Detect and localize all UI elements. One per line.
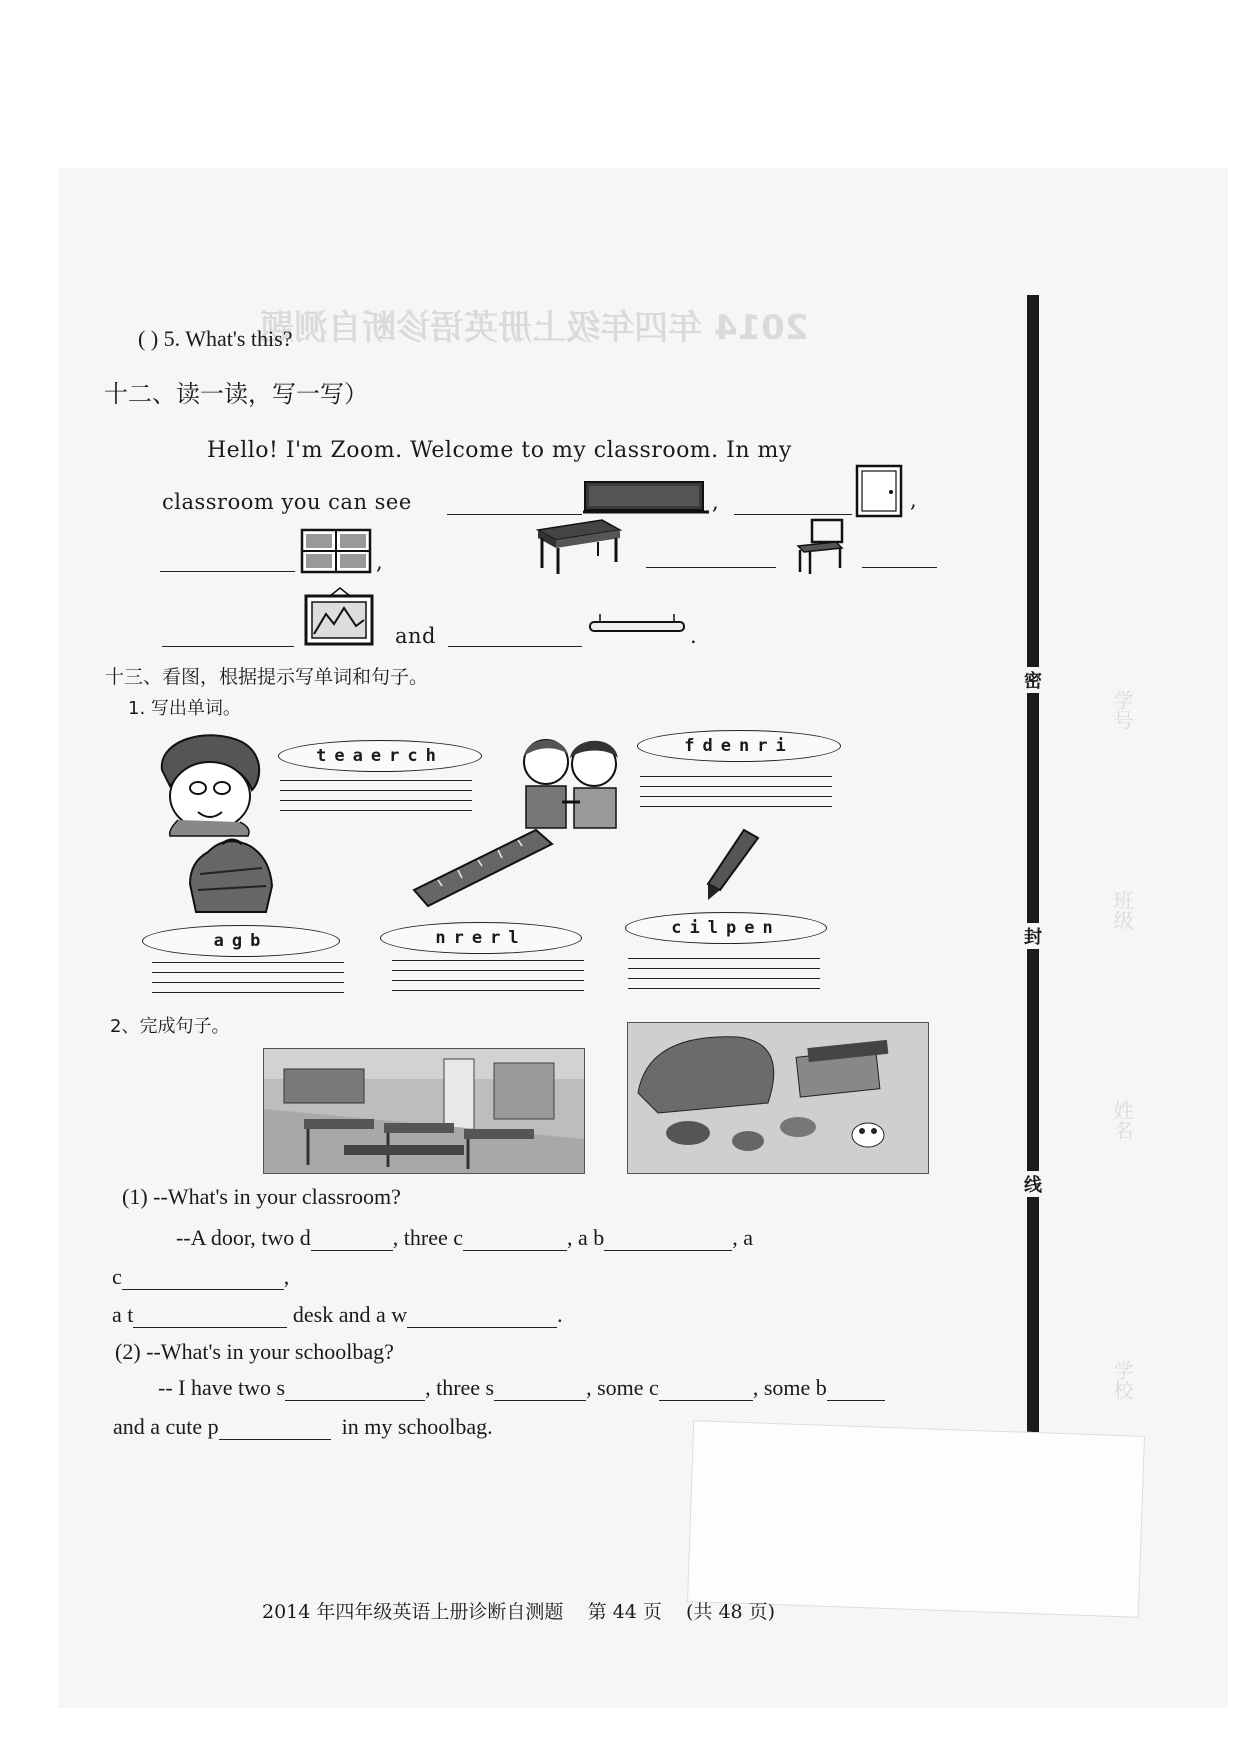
blank-window[interactable]: [160, 570, 295, 572]
door-icon: [855, 464, 905, 520]
q1-text-h: desk and a w: [292, 1302, 408, 1327]
friends-image: [510, 732, 632, 838]
scrambled-word-pencil: cilpen: [625, 912, 827, 944]
blank-chairs[interactable]: [463, 1249, 567, 1251]
blank-storybooks[interactable]: [285, 1399, 425, 1401]
blank-blackboard[interactable]: [447, 513, 582, 515]
reading-line-1: Hello! I'm Zoom. Welcome to my classroom. In my: [207, 438, 792, 463]
blank-door[interactable]: [734, 513, 852, 515]
reading-line-2-start: classroom you can see: [162, 490, 412, 514]
binder-label-feng: 封: [1020, 923, 1046, 949]
scrambled-word-teacher: teaerch: [278, 740, 482, 772]
writing-lines-friend[interactable]: [640, 776, 832, 807]
and-text: and: [395, 624, 436, 648]
blank-pencil-box[interactable]: [219, 1438, 331, 1440]
teacher-image: [148, 730, 266, 838]
q1-text-b: , three c: [392, 1225, 464, 1250]
question-1-prompt: (1) --What's in your classroom?: [122, 1184, 401, 1209]
comma-1: ,: [712, 490, 720, 514]
ruler-image: [408, 826, 556, 910]
scrambled-word-friend: fdenri: [637, 730, 841, 762]
q2-text-b: , three s: [425, 1375, 495, 1400]
blank-chair[interactable]: [862, 566, 937, 568]
schoolbag-photo: [627, 1022, 929, 1174]
writing-lines-pencil[interactable]: [628, 958, 820, 989]
q2-answer-line-1: [158, 1375, 885, 1401]
binder-line: [1024, 295, 1042, 1465]
q1-answer-line-2: [112, 1264, 289, 1290]
blank-picture[interactable]: [162, 645, 294, 647]
question-5: [138, 326, 292, 352]
footer-title: 2014 年四年级英语上册诊断自测题: [262, 1601, 564, 1623]
q1-answer-line-1: [176, 1225, 753, 1251]
subsection-1-title: 1. 写出单词。: [128, 698, 241, 719]
blank-computer[interactable]: [122, 1288, 284, 1290]
footer-total: (共 48 页): [686, 1601, 776, 1623]
light-icon: [588, 610, 688, 636]
answer-paren: ( ): [138, 326, 159, 351]
chair-icon: [790, 516, 850, 576]
desk-icon: [532, 516, 622, 576]
subsection-2-title: 2、完成句子。: [110, 1016, 230, 1037]
blank-crayons[interactable]: [659, 1399, 753, 1401]
binder-label-xian: 线: [1020, 1171, 1046, 1197]
ghost-label-xuehao: 学号: [1110, 690, 1134, 730]
footer-page: 第 44 页: [587, 1601, 662, 1623]
writing-lines-ruler[interactable]: [392, 960, 584, 991]
question-2-prompt: (2) --What's in your schoolbag?: [115, 1339, 394, 1364]
q1-text-c: , a b: [567, 1225, 605, 1250]
section-12-title: 十二、读一读，写一写）: [104, 380, 368, 408]
period-1: .: [690, 624, 698, 648]
binder-label-mi: 密: [1020, 667, 1046, 693]
pencil-image: [700, 826, 764, 902]
ghost-label-xuexiao: 学校: [1110, 1360, 1134, 1400]
blackboard-icon: [583, 480, 713, 516]
q1-text-a: --A door, two d: [176, 1225, 311, 1250]
blank-teachers[interactable]: [133, 1326, 287, 1328]
ghost-label-xingming: 姓名: [1110, 1100, 1134, 1140]
q1-text-i: .: [557, 1302, 563, 1327]
blank-blackboard-2[interactable]: [604, 1249, 732, 1251]
q1-text-g: a t: [112, 1302, 134, 1327]
window-icon: [300, 528, 374, 576]
ghost-label-banji: 班级: [1110, 890, 1134, 930]
blank-desk[interactable]: [646, 566, 776, 568]
writing-lines-teacher[interactable]: [280, 780, 472, 811]
scrambled-word-ruler: nrerl: [380, 922, 582, 954]
comma-3: ,: [376, 550, 384, 574]
q2-text-d: , some b: [752, 1375, 827, 1400]
blank-books[interactable]: [827, 1399, 885, 1401]
scrambled-word-bag: agb: [142, 925, 340, 957]
paper-patch: [687, 1420, 1145, 1618]
blank-desks[interactable]: [311, 1249, 393, 1251]
bleed-through-header: 2014 年四年级上册英语诊断自测题: [260, 308, 809, 348]
q1-answer-line-3: [112, 1302, 563, 1328]
bag-image: [186, 834, 276, 916]
q2-text-c: , some c: [586, 1375, 659, 1400]
q1-text-d: , a: [732, 1225, 754, 1250]
classroom-photo: [263, 1048, 585, 1174]
q1-text-f: ,: [283, 1264, 290, 1289]
writing-lines-bag[interactable]: [152, 962, 344, 993]
q1-text-e: c: [112, 1264, 122, 1289]
q2-text-e: and a cute p: [113, 1414, 219, 1439]
picture-icon: [304, 586, 376, 648]
q2-answer-line-2: [113, 1414, 493, 1440]
blank-light[interactable]: [448, 645, 582, 647]
page-footer: [262, 1597, 775, 1624]
comma-2: ,: [910, 488, 918, 512]
q2-text-a: -- I have two s: [158, 1375, 286, 1400]
section-13-title: 十三、看图，根据提示写单词和句子。: [105, 666, 429, 688]
q2-text-f: in my schoolbag.: [341, 1414, 493, 1439]
blank-window-2[interactable]: [407, 1326, 557, 1328]
blank-sharpeners[interactable]: [494, 1399, 586, 1401]
question-5-text: 5. What's this?: [163, 326, 293, 351]
